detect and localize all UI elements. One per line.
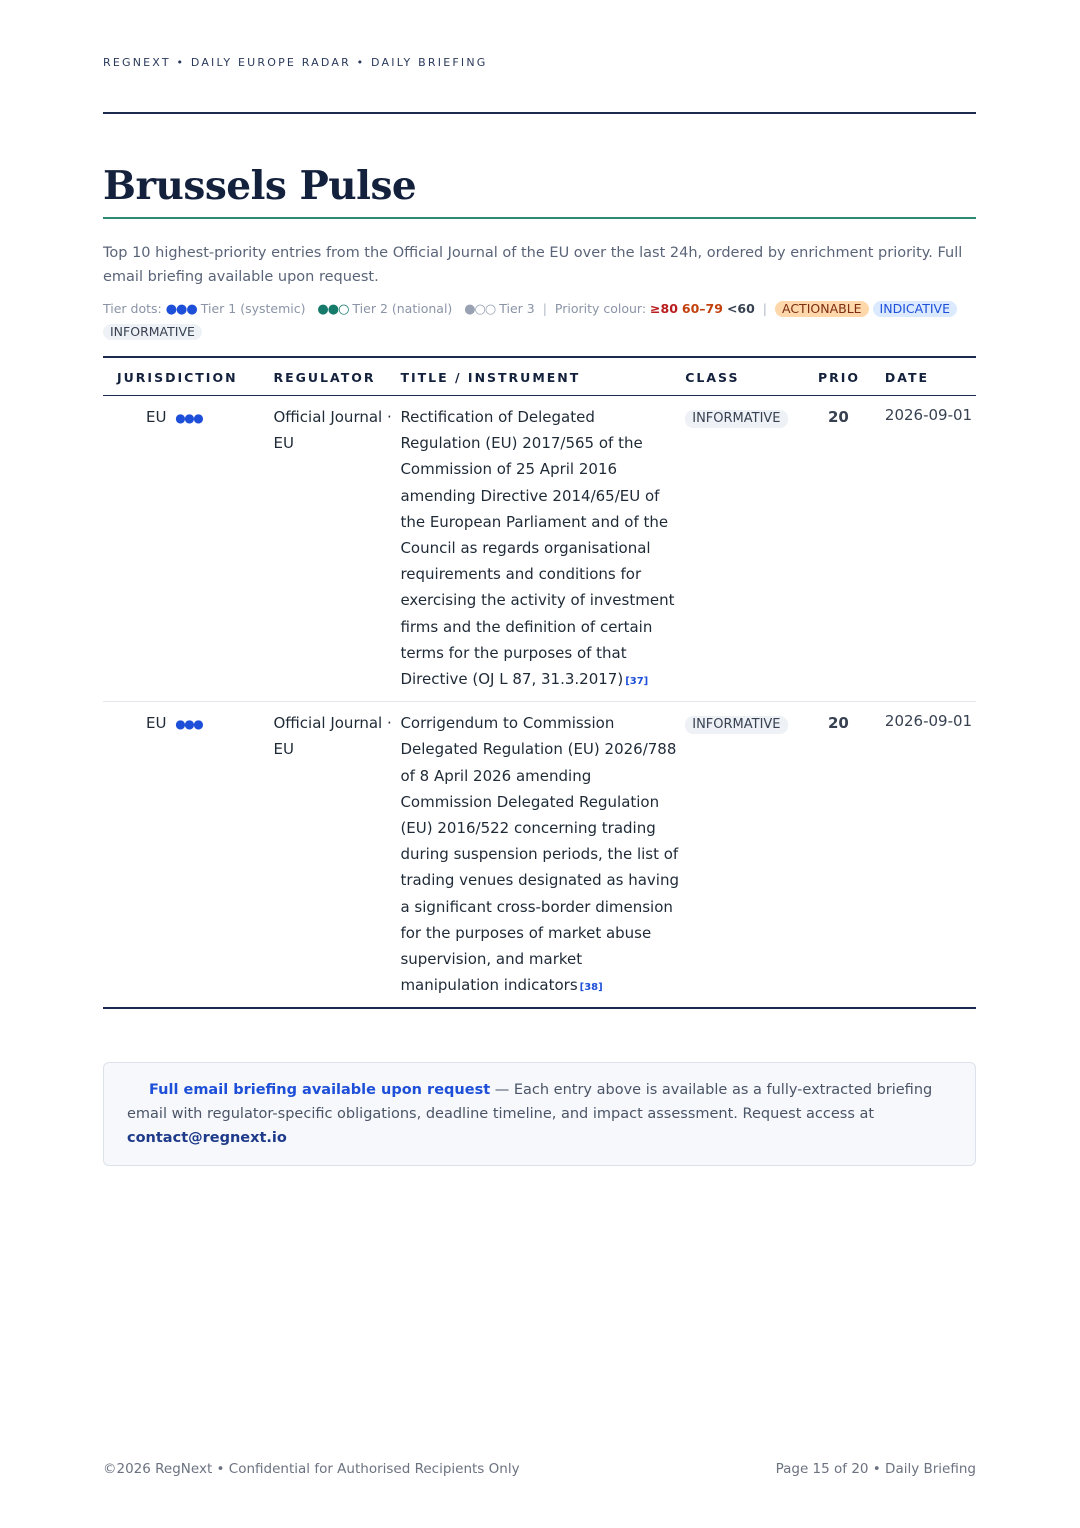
briefing-callout xyxy=(103,1062,976,1166)
header-section: DAILY EUROPE RADAR xyxy=(190,56,351,69)
date-cell: 2026-09-01 xyxy=(885,702,976,1009)
title-divider xyxy=(103,217,976,219)
legend-separator: | xyxy=(762,301,768,316)
class-cell xyxy=(685,702,818,1009)
legend-class-informative: INFORMATIVE xyxy=(103,324,202,340)
header-doc-type: DAILY BRIEFING xyxy=(371,56,488,69)
instrument-title: Rectification of Delegated Regulation (EU) 2017/565 of the Commission of 25 April 2016 amending Directive 2014/65/EU of the European Parliament and of the Council as regards organisational requirements and conditions for exercising the activity of investment firms and the definition of certain terms for the purposes of that Directive (OJ L 87, 31.3.2017) xyxy=(400,408,675,689)
jurisdiction-cell xyxy=(103,396,273,702)
legend-tier2: Tier 2 (national) xyxy=(352,301,453,316)
jurisdiction-label: EU xyxy=(146,714,167,733)
jurisdiction-cell xyxy=(103,702,273,1009)
tier2-dots-icon: ●●○ xyxy=(317,302,349,317)
callout-lead: Full email briefing available upon request xyxy=(149,1082,491,1098)
footer-page-info: Page 15 of 20 • Daily Briefing xyxy=(775,1461,976,1477)
column-header-class: CLASS xyxy=(685,357,818,396)
intro-text: Top 10 highest-priority entries from the Official Journal of the EU over the last 24h, ordered by enrichment priority. Full email briefing available upon request. xyxy=(103,245,963,285)
instrument-title: Corrigendum to Commission Delegated Regulation (EU) 2026/788 of 8 April 2026 amending Commission Delegated Regulation (EU) 2016/522 concerning trading during suspension periods, the list of trading venues designated as having a significant cross-border dimension for the purposes of market abuse supervision, and market manipulation indicators xyxy=(400,714,679,995)
legend-prio-low: <60 xyxy=(726,301,755,316)
tier3-dots-icon: ●○○ xyxy=(464,302,496,317)
column-header-date: DATE xyxy=(885,357,976,396)
legend-priority-label: Priority colour: xyxy=(554,301,647,316)
jurisdiction-label: EU xyxy=(146,408,167,426)
legend-prio-mid: 60–79 xyxy=(681,301,723,316)
regulator-cell: Official Journal · EU xyxy=(273,702,400,1009)
date-cell: 2026-09-01 xyxy=(884,406,973,424)
column-header-title: TITLE / INSTRUMENT xyxy=(400,357,685,396)
legend-tier3: Tier 3 xyxy=(499,301,535,316)
header-bullet: • xyxy=(176,56,191,69)
legend-tier1: Tier 1 (systemic) xyxy=(200,301,306,316)
callout-body: — Each entry above is available as a fully-extracted briefing email with regulator-specific obligations, deadline timeline, and impact assessment. Request access at xyxy=(127,1082,933,1122)
citation-link[interactable]: [37] xyxy=(625,676,649,688)
page-title: Brussels Pulse xyxy=(103,163,417,209)
legend-class-actionable: ACTIONABLE xyxy=(775,301,869,317)
header-bullet: • xyxy=(356,56,372,69)
legend-prio-high: ≥80 xyxy=(650,301,678,316)
column-header-jurisdiction: JURISDICTION xyxy=(103,357,273,396)
column-header-regulator: REGULATOR xyxy=(273,357,400,396)
tier-dots-icon: ●●● xyxy=(175,717,203,732)
class-badge: INFORMATIVE xyxy=(685,410,787,428)
contact-email-link[interactable]: contact@regnext.io xyxy=(127,1130,287,1146)
header-brand: REGNEXT xyxy=(103,56,171,69)
footer-copyright: ©2026 RegNext • Confidential for Authorised Recipients Only xyxy=(103,1461,520,1477)
column-header-prio: PRIO xyxy=(818,357,885,396)
legend-tier-label: Tier dots: xyxy=(103,301,162,316)
running-header xyxy=(103,56,487,69)
title-cell xyxy=(400,396,685,702)
table-row xyxy=(103,396,976,702)
table-row xyxy=(103,702,976,1009)
legend xyxy=(103,298,976,343)
priority-value: 20 xyxy=(827,408,849,426)
regulator-cell: Official Journal · EU xyxy=(273,408,392,453)
tier-dots-icon: ●●● xyxy=(175,411,203,425)
priority-value: 20 xyxy=(818,702,885,1009)
entries-table xyxy=(103,356,976,1009)
legend-class-indicative: INDICATIVE xyxy=(873,301,957,317)
title-cell xyxy=(400,702,685,1009)
class-cell xyxy=(685,396,818,702)
class-badge: INFORMATIVE xyxy=(685,716,787,734)
tier1-dots-icon: ●●● xyxy=(165,302,197,317)
table-header-row xyxy=(103,357,976,396)
citation-link[interactable]: [38] xyxy=(579,982,603,994)
header-divider xyxy=(103,112,976,114)
legend-separator: | xyxy=(542,301,547,316)
